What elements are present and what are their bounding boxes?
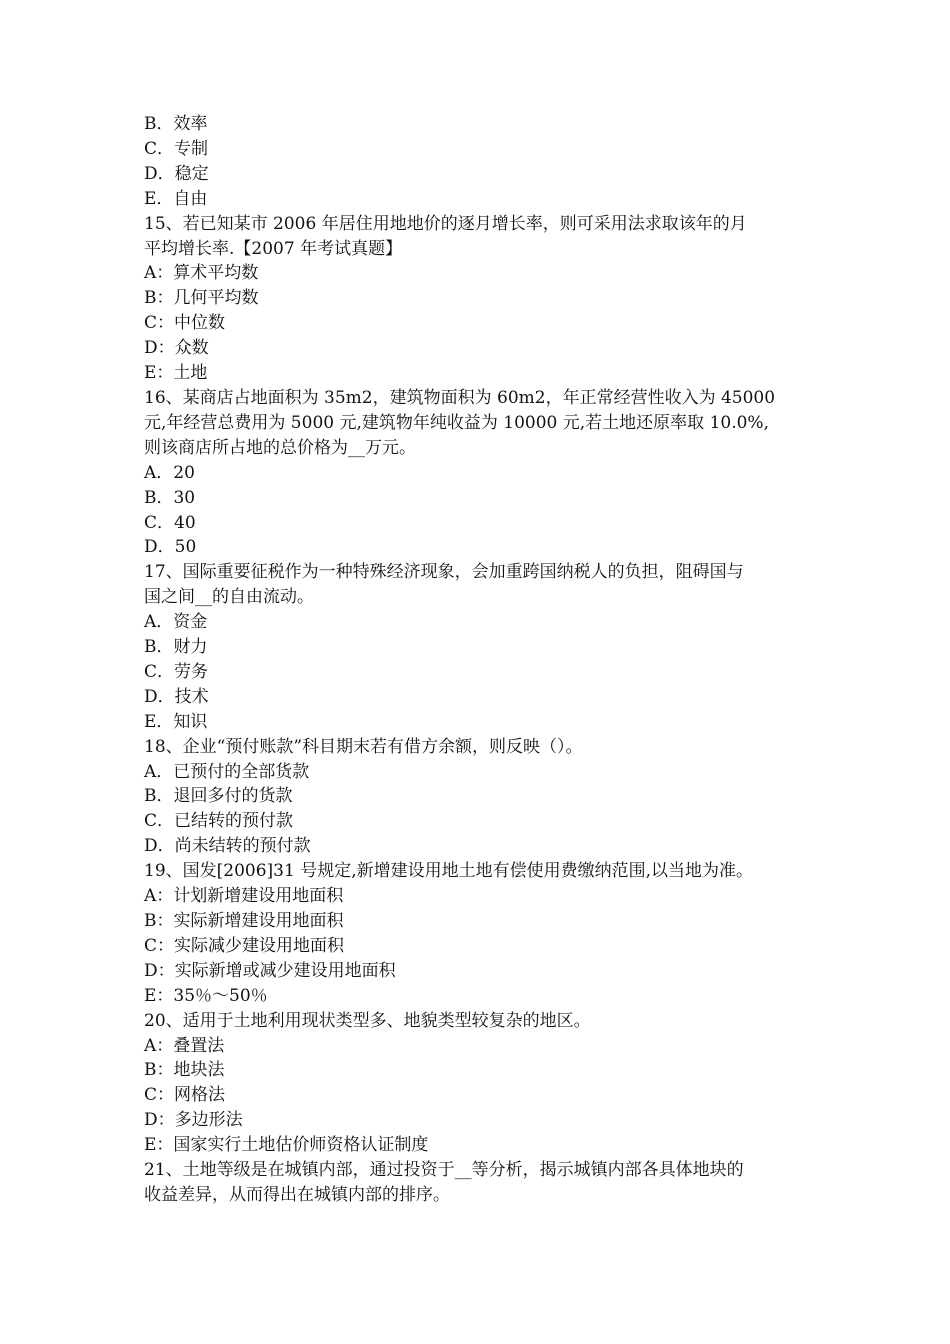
text-line: 平均增长率.【2007 年考试真题】 — [144, 238, 403, 259]
text-line: D．50 — [144, 537, 197, 558]
text-line: C．劳务 — [144, 661, 209, 682]
text-line: C．40 — [144, 512, 196, 533]
text-line: B：几何平均数 — [144, 288, 259, 309]
text-line: A．资金 — [144, 612, 208, 633]
text-line: E：国家实行土地估价师资格认证制度 — [144, 1135, 429, 1156]
text-line: 国之间__的自由流动。 — [144, 587, 314, 608]
text-line: B．30 — [144, 487, 196, 508]
text-line: C：网格法 — [144, 1085, 226, 1106]
text-line: D：多边形法 — [144, 1110, 243, 1131]
text-line: D：众数 — [144, 338, 209, 359]
text-line: D．尚未结转的预付款 — [144, 836, 311, 857]
text-line: B．退回多付的货款 — [144, 786, 293, 807]
text-line: E：35％～50％ — [144, 985, 268, 1006]
text-line: 15、若已知某市 2006 年居住用地地价的逐月增长率，则可采用法求取该年的月 — [144, 213, 747, 234]
text-line: 则该商店所占地的总价格为__万元。 — [144, 437, 416, 458]
text-line: B．财力 — [144, 637, 208, 658]
text-line: 17、国际重要征税作为一种特殊经济现象，会加重跨国纳税人的负担，阻碍国与 — [144, 562, 744, 583]
text-line: B：地块法 — [144, 1060, 225, 1081]
text-line: A．20 — [144, 462, 195, 483]
text-line: 21、土地等级是在城镇内部，通过投资于__等分析，揭示城镇内部各具体地块的 — [144, 1160, 744, 1181]
text-line: A．已预付的全部货款 — [144, 761, 310, 782]
text-line: 收益差异，从而得出在城镇内部的排序。 — [144, 1184, 450, 1205]
text-line: E．自由 — [144, 188, 208, 209]
text-line: C．专制 — [144, 138, 209, 159]
text-line: D．稳定 — [144, 163, 209, 184]
document-text — [144, 112, 824, 1208]
text-line: B．效率 — [144, 114, 208, 134]
text-line: C：中位数 — [144, 313, 226, 334]
text-line: C．已结转的预付款 — [144, 811, 294, 832]
text-line: 16、某商店占地面积为 35m2，建筑物面积为 60m2，年正常经营性收入为 45000 — [144, 387, 776, 408]
text-line: E：土地 — [144, 363, 208, 384]
text-line: C：实际减少建设用地面积 — [144, 935, 345, 956]
text-line: D：实际新增或减少建设用地面积 — [144, 960, 396, 981]
text-line: A：计划新增建设用地面积 — [144, 886, 344, 907]
text-line: E．知识 — [144, 711, 208, 732]
text-line: 19、国发[2006]31 号规定,新增建设用地土地有偿使用费缴纳范围,以当地为准。 — [144, 861, 754, 882]
text-line: B：实际新增建设用地面积 — [144, 911, 344, 931]
text-line: A：算术平均数 — [144, 263, 259, 284]
text-line: A：叠置法 — [144, 1035, 225, 1056]
text-line: D．技术 — [144, 686, 209, 707]
text-line: 18、企业“预付账款”科目期末若有借方余额，则反映（）。 — [144, 736, 583, 757]
text-line: 20、适用于土地利用现状类型多、地貌类型较复杂的地区。 — [144, 1010, 591, 1031]
text-line: 元,年经营总费用为 5000 元,建筑物年纯收益为 10000 元,若土地还原率取 10.0%, — [144, 412, 769, 433]
